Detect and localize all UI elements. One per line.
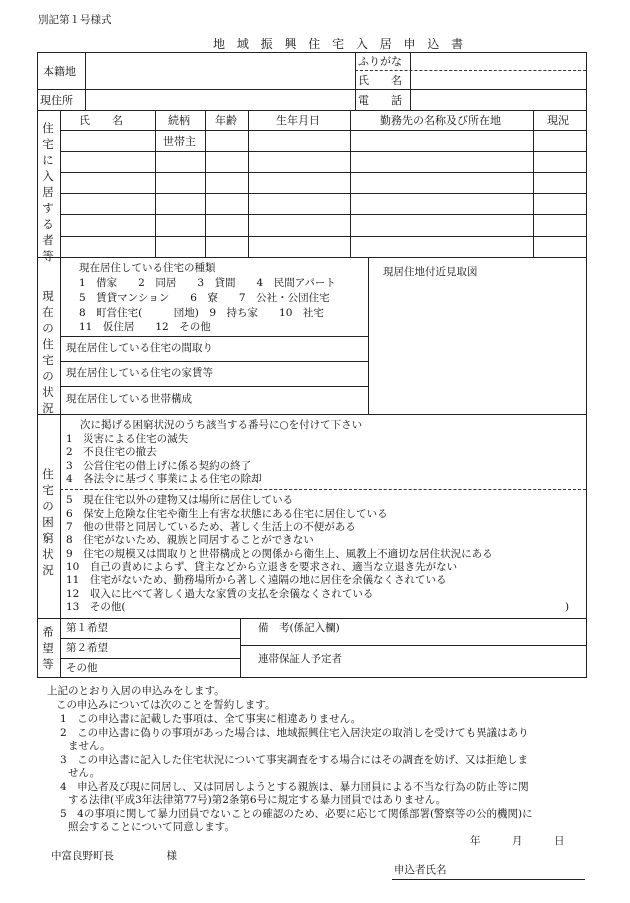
- col-header-workplace: 勤務先の名称及び所在地: [380, 114, 501, 127]
- pledge-item-3-cont: せん。: [68, 767, 101, 779]
- resident-row-2-name-field[interactable]: [61, 152, 154, 172]
- first-choice-label: 第１希望: [66, 622, 108, 634]
- col-header-name: 氏 名: [79, 114, 123, 127]
- resident-row-6-name-field[interactable]: [61, 237, 154, 257]
- hardship-item-13[interactable]: 13 その他(: [66, 601, 126, 613]
- pledge-item-4-cont: する法律(平成3年法律第77号)第2条第6号に規定する暴力団員ではありません。: [68, 794, 447, 806]
- hardship-other-field[interactable]: [140, 600, 560, 615]
- hardship-item-2[interactable]: 2 不良住宅の撤去: [66, 446, 157, 458]
- remarks-label: 備 考(係記入欄): [258, 622, 340, 634]
- form-number-label: 別記第１号様式: [38, 14, 112, 26]
- hardship-item-13-close-paren: ): [565, 601, 570, 613]
- pledge-item-1: 1 この申込書に記載した事項は、全て事実に相違ありません。: [60, 713, 362, 725]
- resident-row-4-name-field[interactable]: [61, 194, 154, 214]
- housing-type-line-4[interactable]: 11 仮住居 12 その他: [79, 321, 211, 333]
- col-header-birthdate: 生年月日: [276, 114, 320, 127]
- other-choice-label: その他: [66, 662, 98, 674]
- col-header-relation: 続柄: [168, 114, 190, 127]
- pledge-item-2-cont: ません。: [68, 740, 111, 752]
- hardship-item-6[interactable]: 6 保安上危険な住宅や衛生上有害な状態にある住宅に居住している: [66, 508, 388, 520]
- hardship-item-10[interactable]: 10 自己の責めによらず、貸主などから立退きを要求され、適当な立退き先がない: [66, 561, 458, 573]
- residents-side-label: 住 宅 に 入 居 す る 者 等: [42, 121, 54, 263]
- second-choice-label: 第２希望: [66, 642, 108, 654]
- declaration-line-1: 上記のとおり入居の申込みをします。: [47, 685, 225, 697]
- hardship-instructions: 次に掲げる困窮状況のうち該当する番号に○を付けて下さい: [80, 419, 363, 431]
- name-label: 氏 名: [358, 74, 402, 87]
- head-of-household-label: 世帯主: [163, 135, 196, 148]
- address-field[interactable]: [86, 90, 354, 110]
- other-choice-field[interactable]: [120, 659, 239, 677]
- housing-type-line-2[interactable]: 5 賃貸マンション 6 寮 7 公社・公団住宅: [79, 292, 330, 304]
- guarantor-label: 連帯保証人予定者: [258, 653, 342, 665]
- hardship-item-4[interactable]: 4 各法令に基づく事業による住宅の除却: [66, 473, 262, 485]
- housing-type-title: 現在居住している住宅の種類: [79, 262, 216, 274]
- col-header-status: 現況: [547, 114, 569, 127]
- hardship-item-3[interactable]: 3 公営住宅の借上げに係る契約の終了: [66, 460, 252, 472]
- second-choice-field[interactable]: [120, 639, 239, 658]
- pledge-item-3: 3 この申込書に記入した住宅状況について事実調査をする場合にはその調査を妨げ、又は拒絶しま: [60, 754, 529, 766]
- resident-row-5-name-field[interactable]: [61, 215, 154, 235]
- hardship-side-label: 住 宅 の 困 窮 状 況: [42, 467, 54, 577]
- vicinity-map-area[interactable]: [370, 282, 584, 412]
- resident-row-3-name-field[interactable]: [61, 173, 154, 193]
- guarantor-field[interactable]: [360, 648, 585, 676]
- declaration-line-2: この申込みについては次のことを誓約します。: [56, 699, 276, 711]
- hardship-item-11[interactable]: 11 住宅がないため、勤務場所から著しく遠隔の地に居住を余儀なくされている: [66, 574, 447, 586]
- applicant-name-field[interactable]: [455, 860, 585, 878]
- first-choice-field[interactable]: [120, 619, 239, 638]
- applicant-name-label: 申込者氏名: [394, 864, 447, 876]
- vicinity-map-label: 現居住地付近見取図: [383, 266, 478, 278]
- rent-label: 現在居住している住宅の家賃等: [66, 367, 213, 379]
- addressee: 中富良野町長 様: [51, 850, 177, 862]
- housing-type-line-3[interactable]: 8 町営住宅( 団地) 9 持ち家 10 社宅: [79, 307, 324, 319]
- resident-row-1-name-field[interactable]: [61, 131, 154, 151]
- pledge-item-5-cont: 照会することについて同意します。: [68, 821, 235, 833]
- hardship-item-1[interactable]: 1 災害による住宅の滅失: [66, 433, 189, 445]
- page-title: 地 域 振 興 住 宅 入 居 申 込 書: [213, 37, 468, 51]
- honsekichi-field[interactable]: [86, 53, 354, 89]
- furigana-label: ふりがな: [358, 55, 402, 68]
- rooms-label: 現在居住している住宅の間取り: [66, 342, 213, 354]
- household-composition-label: 現在居住している世帯構成: [66, 393, 192, 405]
- pledge-item-2: 2 この申込書に偽りの事項があった場合は、地域振興住宅入居決定の取消しを受けても異議はあり: [60, 727, 529, 739]
- name-field[interactable]: [411, 71, 585, 89]
- hardship-item-7[interactable]: 7 他の世帯と同居しているため、著しく生活上の不便がある: [66, 521, 356, 533]
- applicant-name-underline: [392, 879, 585, 880]
- hardship-item-9[interactable]: 9 住宅の規模又は間取りと世帯構成との関係から衛生上、風教上不適切な居住状況にある: [66, 548, 493, 560]
- phone-label: 電 話: [358, 94, 402, 107]
- honsekichi-label: 本籍地: [43, 65, 76, 78]
- phone-field[interactable]: [411, 90, 585, 110]
- hardship-item-8[interactable]: 8 住宅がないため、親族と同居することができない: [66, 534, 314, 546]
- date-line: 年 月 日: [470, 835, 565, 847]
- furigana-field[interactable]: [411, 53, 585, 70]
- hardship-item-5[interactable]: 5 現在住宅以外の建物又は場所に居住している: [66, 494, 294, 506]
- date-field[interactable]: [440, 833, 585, 849]
- col-header-age: 年齢: [215, 114, 237, 127]
- pledge-item-4: 4 申込者及び現に同居し、又は同居しようとする親族は、暴力団員による不当な行為の防止等に関: [60, 781, 529, 793]
- current-housing-side-label: 現 在 の 住 宅 の 状 況: [42, 289, 54, 415]
- housing-type-line-1[interactable]: 1 借家 2 同居 3 貸間 4 民間アパート: [79, 277, 336, 289]
- address-label: 現住所: [40, 94, 73, 107]
- hardship-item-12[interactable]: 12 収入に比べて著しく過大な家賃の支払を余儀なくされている: [66, 588, 374, 600]
- preference-side-label: 希 望 等: [42, 625, 54, 671]
- pledge-item-5: 5 4の事項に関して暴力団員でないことの確認のため、必要に応じて関係部署(警察等の公的機関)に: [60, 808, 533, 820]
